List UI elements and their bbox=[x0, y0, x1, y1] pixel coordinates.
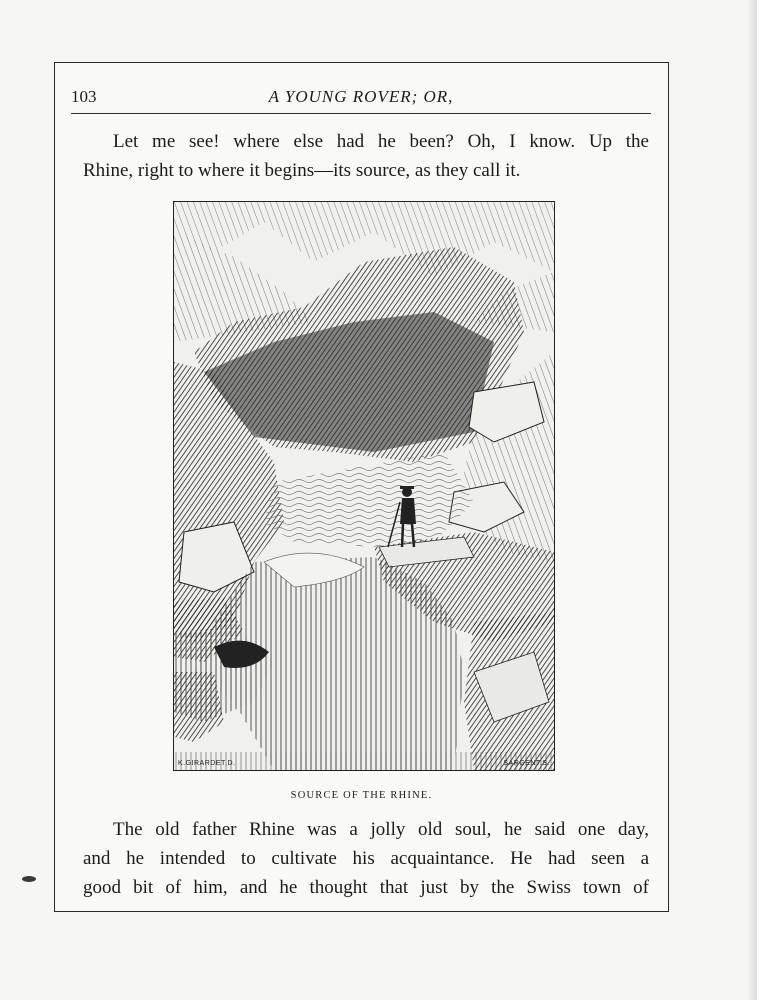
engraving-picture bbox=[174, 202, 554, 770]
running-head bbox=[71, 87, 651, 114]
figure-caption: SOURCE OF THE RHINE. bbox=[290, 790, 433, 801]
text-line: Let me see! where else had he been? Oh, I know. Up the bbox=[113, 131, 649, 152]
text-line: good bit of him, and he thought that just by the Swiss town of bbox=[83, 877, 649, 898]
ink-smudge bbox=[22, 876, 36, 882]
engraver-credit-right: SARGENT.S. bbox=[503, 760, 550, 767]
page-edge-shadow bbox=[747, 0, 757, 1000]
paragraph-top bbox=[83, 127, 649, 185]
text-line: The old father Rhine was a jolly old soul, he said one day, bbox=[113, 819, 649, 840]
text-line: Rhine, right to where it begins—its source, as they call it. bbox=[83, 160, 521, 181]
page-frame bbox=[54, 62, 669, 912]
illustration-source-of-the-rhine bbox=[173, 201, 555, 771]
page-number: 103 bbox=[71, 87, 97, 106]
text-line: and he intended to cultivate his acquaintance. He had seen a bbox=[83, 848, 649, 869]
paragraph-bottom bbox=[83, 815, 649, 902]
running-title: A YOUNG ROVER; OR, bbox=[268, 87, 454, 106]
engraver-credit-left: K.GIRARDET.D. bbox=[178, 760, 236, 767]
